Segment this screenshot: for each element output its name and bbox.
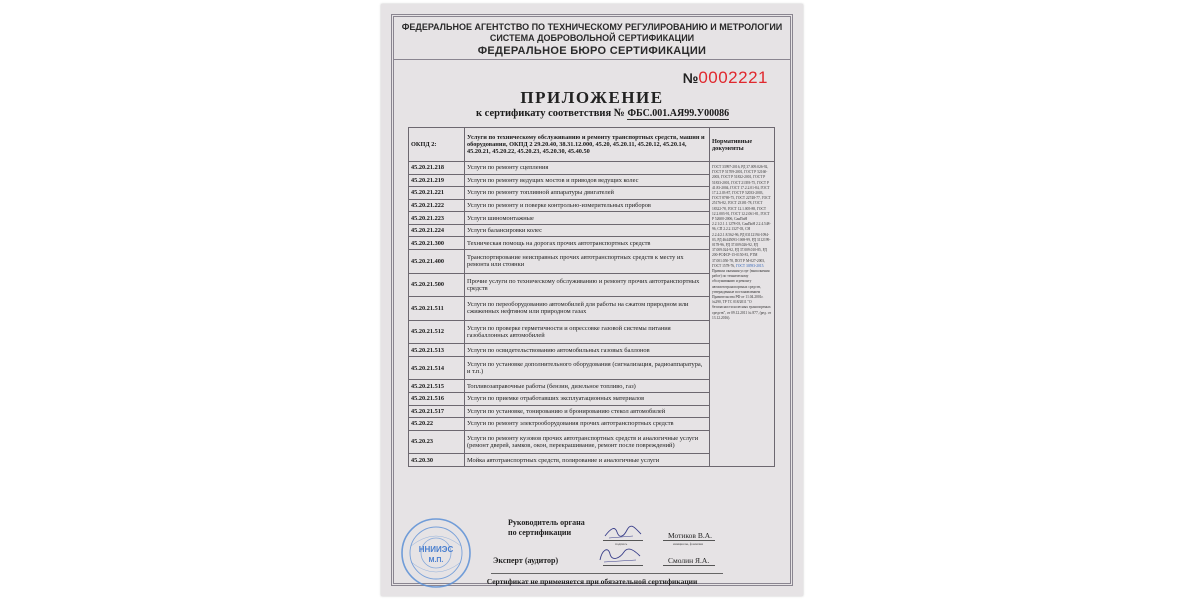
head-label-line2: по сертификации: [508, 528, 572, 537]
table-header-row: [409, 128, 775, 162]
norm-documents: [710, 162, 775, 467]
row-service: Топливозаправочные работы (бензин, дизельное топливо, газ): [465, 380, 710, 393]
row-code: 45.20.21.515: [409, 380, 465, 393]
row-service: Мойка автотранспортных средств, полирование и аналогичные услуги: [465, 454, 710, 467]
row-service: Прочие услуги по техническому обслуживанию и ремонту прочих автотранспортных средств: [465, 273, 710, 297]
row-code: 45.20.21.223: [409, 212, 465, 225]
norm-documents-highlight: ГОСТ 30593-2015.: [735, 263, 765, 268]
certificate-number: ФБС.001.АЯ99.У00086: [627, 108, 730, 119]
expert-name-line: [663, 565, 715, 566]
row-service: Услуги по ремонту кузовов прочих автотранспортных средств и аналогичные услуги (ремонт дверей, замков, окон, перекрашивание, ремонт после повреждений): [465, 430, 710, 454]
row-code: 45.20.21.300: [409, 237, 465, 250]
row-service: Услуги балансировки колес: [465, 224, 710, 237]
row-service: Услуги по приемке отработавших эксплуатационных материалов: [465, 392, 710, 405]
number-value: 0002221: [698, 68, 768, 87]
footer-note: Сертификат не применяется при обязательной сертификации: [486, 577, 698, 586]
expert-signature-icon: [596, 544, 642, 566]
norm-documents-text: ГОСТ 33997-2016, РД 37.009.026-92, ГОСТ Р 51709-2001, ГОСТ Р 52160-2003, ГОСТ Р 51832-2001, ГОСТ Р 51833-2001, ГОСТ 21393-75, ГОСТ Р 41.83-2004, ГОСТ 17.2.2.01-84, ГОСТ 17.2.2.03-87, ГОСТ Р 52033-2003, ГОСТ 8769-75, ГОСТ 22748-77, ГОСТ 25176-82, ГОСТ 23181-78, ГОСТ 18322-78, ГОСТ 12.1.005-88, ГОСТ 12.2.003-91, ГОСТ 12.2.061-81, ГОСТ Р 52600-2006, СанПиН 2.2.1/2.1.1.1278-03, СанПиН 2.2.4.548-96, СП 2.2.2.1327-03, СН 2.2.4/2.1.8.562-96, РД 03112194-1094-03, РД 46445093-1069-99, РД 3112199-0178-96, РД 37.009.026-92, РД 37.009.024-92, РД 37.009.010-85, РД 200-РСФСР-15-0150-81, РТМ 37.001.050-78, ПОТ Р М-027-2003, ГОСТ 1578-76,: [712, 165, 771, 268]
subtitle-number-sign: №: [613, 107, 625, 119]
row-code: 45.20.21.516: [409, 392, 465, 405]
header-code: ОКПД 2:: [409, 128, 465, 162]
certificate-page: [381, 4, 803, 596]
row-service: Техническая помощь на дорогах прочих автотранспортных средств: [465, 237, 710, 250]
head-sign-line: [603, 540, 643, 541]
header-services: Услуги по техническому обслуживанию и ремонту транспортных средств, машин и оборудования, ОКПД 2 29.20.40, 38.31.12.000, 45.20, 45.20.11, 45.20.12, 45.20.14, 45.20.21, 45.20.22, 45.20.23, 45.20.30, 45.40.50: [465, 128, 710, 162]
row-service: Услуги шиномонтажные: [465, 212, 710, 225]
row-code: 45.20.21.219: [409, 174, 465, 187]
row-code: 45.20.30: [409, 454, 465, 467]
row-code: 45.20.21.400: [409, 249, 465, 273]
header-norms: Нормативные документы: [710, 128, 775, 162]
subtitle-prefix: к сертификату соответствия: [476, 108, 612, 119]
row-service: Транспортирование неисправных прочих автотранспортных средств к месту их ремонта или стоянки: [465, 249, 710, 273]
expert-sign-line: [603, 565, 643, 566]
row-service: Услуги по установке дополнительного оборудования (сигнализация, радиоаппаратура, и т.п.): [465, 356, 710, 380]
row-code: 45.20.21.218: [409, 162, 465, 175]
norm-documents-rules: Правила оказания услуг (выполнения работ) по техническому обслуживанию и ремонту автомототранспортных средств, утвержденные постановлением Правительства РФ от 11.04.2001г. №290, ТР ТС 018/2011 "О безопасности колесных транспортных средств", от 09.12.2011 № 877, (ред. от 13.12.2016).: [712, 269, 772, 320]
row-service: Услуги по ремонту топливной аппаратуры двигателей: [465, 187, 710, 200]
services-table: [408, 127, 775, 467]
row-code: 45.20.22: [409, 418, 465, 431]
row-code: 45.20.21.513: [409, 344, 465, 357]
row-service: Услуги по ремонту электрооборудования прочих автотранспортных средств: [465, 418, 710, 431]
row-code: 45.20.21.221: [409, 187, 465, 200]
stamp-center-text: ННИИЭС: [418, 545, 454, 554]
row-code: 45.20.23: [409, 430, 465, 454]
row-code: 45.20.21.517: [409, 405, 465, 418]
row-code: 45.20.21.500: [409, 273, 465, 297]
agency-line: ФЕДЕРАЛЬНОЕ АГЕНТСТВО ПО ТЕХНИЧЕСКОМУ РЕГУЛИРОВАНИЮ И МЕТРОЛОГИИ: [401, 22, 783, 32]
head-label-line1: Руководитель органа: [508, 518, 585, 527]
page-title: ПРИЛОЖЕНИЕ: [520, 88, 664, 107]
table-row: [409, 162, 775, 175]
row-service: Услуги по ремонту и поверке контрольно-измерительных приборов: [465, 199, 710, 212]
header-divider: [393, 59, 791, 60]
form-number: [683, 68, 768, 88]
expert-label: Эксперт (аудитор): [493, 556, 559, 565]
row-service: Услуги по переоборудованию автомобилей для работы на сжатом природном или сжиженных нефтяном или природном газах: [465, 297, 710, 321]
row-code: 45.20.21.512: [409, 320, 465, 344]
row-service: Услуги по ремонту ведущих мостов и приводов ведущих колес: [465, 174, 710, 187]
expert-name: Смолин Я.А.: [668, 556, 710, 565]
head-label: [508, 518, 585, 538]
row-service: Услуги по ремонту сцепления: [465, 162, 710, 175]
row-code: 45.20.21.514: [409, 356, 465, 380]
page-subtitle: [476, 107, 729, 119]
row-code: 45.20.21.511: [409, 297, 465, 321]
row-code: 45.20.21.224: [409, 224, 465, 237]
head-name: Мотиков В.А.: [668, 531, 713, 540]
stamp-mp-text: М.П.: [428, 557, 444, 564]
number-sign: №: [682, 70, 699, 86]
row-service: Услуги по проверке герметичности и опрессовке газовой системы питания газобаллонных автомобилей: [465, 320, 710, 344]
row-service: Услуги по освидетельствованию автомобильных газовых баллонов: [465, 344, 710, 357]
footer-divider: [491, 573, 723, 574]
head-sign-caption: подпись: [615, 542, 628, 546]
head-name-line: [663, 540, 715, 541]
row-code: 45.20.21.222: [409, 199, 465, 212]
head-name-caption: инициалы, фамилия: [673, 542, 703, 546]
bureau-line: ФЕДЕРАЛЬНОЕ БЮРО СЕРТИФИКАЦИИ: [477, 45, 707, 57]
row-service: Услуги по установке, тонированию и бронированию стекол автомобилей: [465, 405, 710, 418]
system-line: СИСТЕМА ДОБРОВОЛЬНОЙ СЕРТИФИКАЦИИ: [489, 33, 695, 43]
